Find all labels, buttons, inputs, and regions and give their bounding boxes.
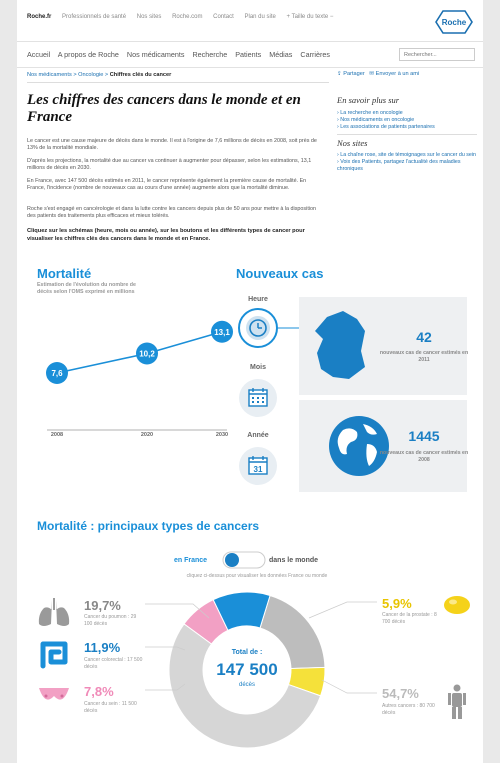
annee-label: Année: [247, 432, 269, 439]
monde-new-cases-text: nouveaux cas de cancer estimés en 2008: [379, 450, 469, 463]
email-friend-button[interactable]: Envoyer à un ami: [375, 71, 420, 77]
breadcrumb-sep: >: [71, 72, 79, 78]
breadcrumb-sep: >: [103, 72, 110, 78]
sidebar-divider: [337, 134, 477, 135]
sidebar-heading-learn-more: En savoir plus sur: [337, 95, 400, 105]
breadcrumb: [27, 72, 171, 78]
x-tick-label: 2030: [215, 432, 229, 438]
toggle-hint: cliquez ci-dessus pour visualiser les données France ou monde: [186, 573, 328, 579]
article-instruction: Cliquez sur les schémas (heure, mois ou année), sur les boutons et les différents types de cancer pour visualiser les chiffres clés des cancers dans le monde et en France.: [27, 228, 305, 242]
data-label: 13,1: [214, 327, 230, 337]
calendar-year-icon[interactable]: [238, 446, 278, 486]
top-link-rochecom[interactable]: Roche.com: [172, 14, 203, 20]
text-size-control[interactable]: + Taille du texte −: [286, 14, 334, 20]
mortalite-heading: Mortalité: [37, 266, 92, 281]
toggle-france-label[interactable]: en France: [174, 557, 208, 564]
logo-text: Roche: [441, 18, 467, 27]
divider: [27, 82, 329, 83]
top-bar: [17, 0, 483, 42]
mortalite-line-chart[interactable]: [27, 300, 230, 480]
breadcrumb-current: Chiffres clés du cancer: [109, 72, 172, 78]
share-links: [337, 71, 419, 77]
colon-icon[interactable]: [37, 638, 71, 670]
sein-pct[interactable]: 7,8%: [84, 684, 114, 699]
article-paragraph-3: En France, avec 147 500 décès estimés en 2011, le cancer représente également la première cause de mortalité. En France, l'incidence (nombre de nouveaux cas au cours d'une année) augmente alors que la mortalité diminue.: [27, 178, 307, 192]
toggle-monde-label[interactable]: dans le monde: [269, 557, 319, 564]
sidebar-link[interactable]: › Nos médicaments en oncologie: [337, 117, 477, 124]
poumon-text: Cancer du poumon : 29 100 décès: [84, 614, 137, 627]
sidebar-list-learn-more: [337, 110, 477, 131]
breast-icon[interactable]: [37, 684, 71, 708]
calendar-month-icon[interactable]: [238, 378, 278, 418]
nav-medicaments[interactable]: Nos médicaments: [126, 50, 185, 59]
share-button[interactable]: Partager: [343, 71, 365, 77]
article-paragraph-2: D'après les projections, la mortalité due au cancer va continuer à augmenter pour dépasser, selon les estimations, 13,1 millions de décès en 2030.: [27, 158, 312, 172]
sein-text: Cancer du sein : 11 500 décès: [84, 701, 137, 714]
page: [17, 0, 483, 763]
poumon-pct[interactable]: 19,7%: [84, 598, 121, 613]
nav-patients[interactable]: Patients: [235, 50, 262, 59]
total-value: 147 500: [216, 660, 278, 679]
top-links: [27, 14, 342, 20]
autres-text: Autres cancers : 80 700 décès: [382, 703, 435, 716]
main-nav: [17, 42, 483, 68]
types-heading: Mortalité : principaux types de cancers: [37, 519, 260, 533]
calendar-day: 31: [253, 465, 263, 474]
sidebar-list-sites: [337, 152, 477, 173]
human-body-icon[interactable]: [447, 684, 467, 720]
sidebar-link[interactable]: › La chaîne rose, site de témoignages sur le cancer du sein: [337, 152, 477, 159]
globe-icon: [329, 416, 389, 476]
top-link-plan[interactable]: Plan du site: [244, 14, 276, 20]
prostate-icon[interactable]: [442, 594, 472, 616]
sidebar-link[interactable]: › La recherche en oncologie: [337, 110, 477, 117]
heure-label: Heure: [248, 296, 268, 303]
mortalite-subtitle: Estimation de l'évolution du nombre de décès selon l'OMS exprimé en millions: [37, 282, 136, 295]
nav-carrieres[interactable]: Carrières: [300, 50, 330, 59]
search-input[interactable]: [399, 48, 475, 61]
france-new-cases-value: 42: [416, 329, 432, 345]
x-tick-label: 2008: [50, 432, 64, 438]
share-icon: ⇪: [337, 71, 342, 77]
colorectal-pct[interactable]: 11,9%: [84, 640, 121, 655]
x-tick-label: 2020: [140, 432, 154, 438]
article-paragraph-1: Le cancer est une cause majeure de décès dans le monde. Il est à l'origine de 7,6 millions de décès en 2008, soit près de 13% de la mortalité mondiale.: [27, 138, 317, 152]
article-paragraph-4: Roche s'est engagé en cancérologie et dans la lutte contre les cancers depuis plus de 50 ans pour mettre à la disposition des patients des traitements plus efficaces et mieux tolérés.: [27, 206, 317, 220]
total-unit: décès: [238, 682, 255, 688]
sidebar-link[interactable]: › Les associations de patients partenaires: [337, 124, 477, 131]
roche-logo[interactable]: [435, 10, 473, 34]
france-monde-toggle[interactable]: [222, 551, 266, 569]
top-link-contact[interactable]: Contact: [213, 14, 234, 20]
nav-accueil[interactable]: Accueil: [27, 50, 51, 59]
monde-panel: [299, 400, 467, 492]
prostate-text: Cancer de la prostate : 8 700 décès: [382, 612, 437, 625]
mail-icon: ✉: [369, 71, 375, 77]
breadcrumb-oncologie[interactable]: Oncologie: [78, 72, 104, 78]
autres-pct[interactable]: 54,7%: [382, 686, 419, 701]
data-label: 10,2: [139, 349, 155, 359]
colorectal-text: Cancer colorectal : 17 500 décès: [84, 657, 143, 670]
clock-icon[interactable]: [238, 308, 278, 348]
prostate-pct[interactable]: 5,9%: [382, 596, 412, 611]
top-link-sites[interactable]: Nos sites: [136, 14, 162, 20]
sidebar-heading-sites: Nos sites: [337, 138, 368, 148]
brand-link[interactable]: Roche.fr: [27, 14, 52, 20]
nouveaux-cas-heading: Nouveaux cas: [236, 266, 324, 281]
france-new-cases-text: nouveaux cas de cancer estimés en 2011: [379, 350, 469, 363]
mois-label: Mois: [250, 364, 266, 371]
nav-recherche[interactable]: Recherche: [192, 50, 228, 59]
nav-medias[interactable]: Médias: [269, 50, 293, 59]
france-panel: [299, 297, 467, 395]
page-title: Les chiffres des cancers dans le monde et en France: [27, 92, 301, 125]
monde-new-cases-value: 1445: [408, 428, 440, 444]
sidebar-link[interactable]: › Voix des Patients, partagez l'actualité des maladies chroniques: [337, 159, 477, 173]
nav-apropos[interactable]: A propos de Roche: [57, 50, 119, 59]
total-label: Total de :: [231, 649, 263, 656]
top-link-pro[interactable]: Professionnels de santé: [62, 14, 127, 20]
breadcrumb-medicaments[interactable]: Nos médicaments: [27, 72, 72, 78]
lungs-icon[interactable]: [37, 596, 71, 628]
data-label: 7,6: [51, 369, 63, 378]
